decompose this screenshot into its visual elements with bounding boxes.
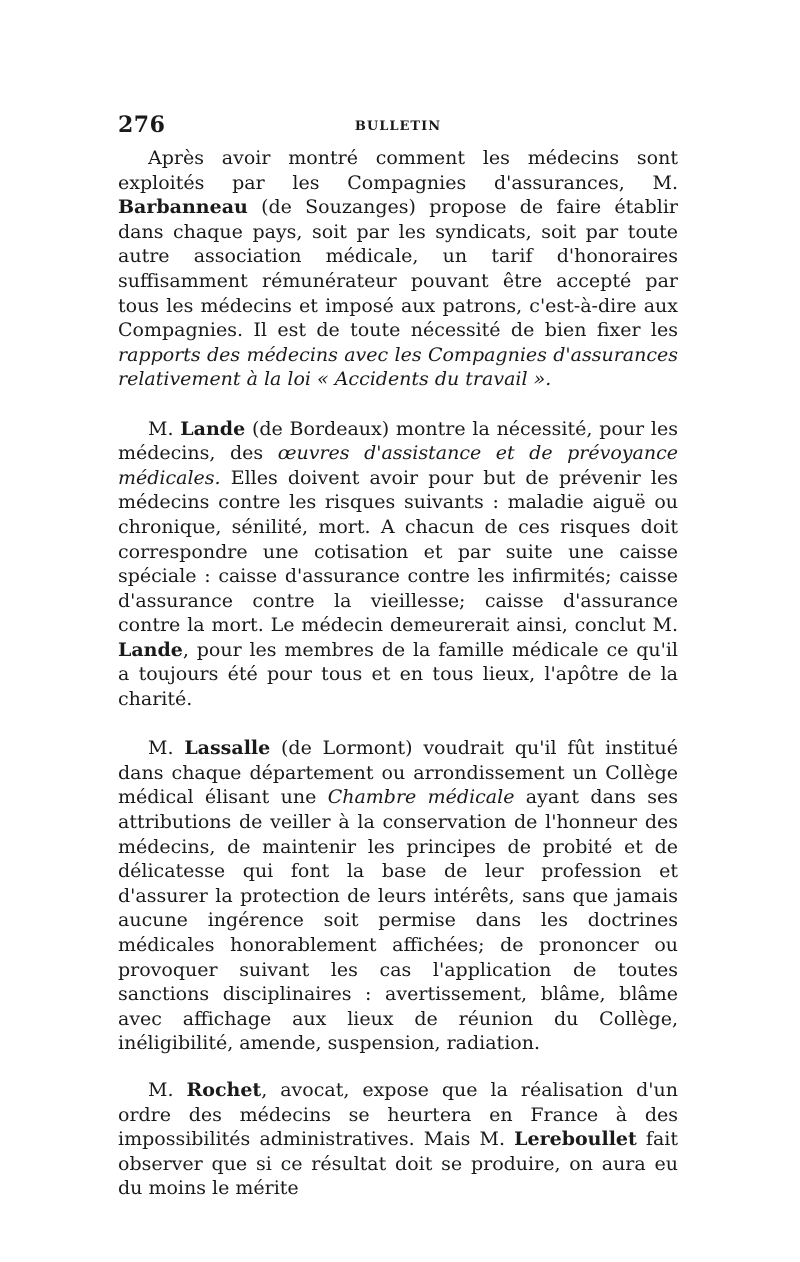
emphasis-text: rapports des médecins avec les Compagnies d'assurances relativement à la loi « Accidents du travail ». [118, 343, 678, 391]
paragraph-text: , avocat, expose que la réalisation d'un ordre des médecins se heurtera en France à des impossibilités administratives. Mais M. [118, 1078, 678, 1151]
emphasis-text: œuvres d'assistance et de prévoyance médicales. [118, 442, 678, 489]
paragraph-text: (de Lormont) voudrait qu'il fût institué dans chaque département ou arrondissement un Collège médical élisant une [118, 737, 679, 809]
speaker-name: Barbanneau [118, 196, 248, 219]
paragraph-text: (de Souzanges) propose de faire établir dans chaque pays, soit par les syndicats, soit par toute autre association médicale, un tarif d'honoraires suffisamment rémunérateur pouvant être accepté par tous les médecins et imposé aux patrons, c'est-à-dire aux Compagnies. Il est de toute nécessité de bien fixer les [118, 196, 678, 342]
paragraph-lassalle [118, 736, 678, 1056]
paragraph-text: M. [148, 1078, 187, 1101]
speaker-name: Lassalle [184, 737, 271, 760]
speaker-name: Lereboullet [514, 1128, 637, 1151]
paragraph-text: Elles doivent avoir pour but de prévenir les médecins contre les risques suivants : maladie aiguë ou chronique, sénilité, mort. A chacun de ces risques doit correspondre une cotisation et par suite une caisse spéciale : caisse d'assurance contre les infirmités; caisse d'assurance contre la vieillesse; caisse d'assurance contre la mort. Le médecin demeurerait ainsi, conclut M. [118, 466, 678, 637]
paragraph-text: (de Bordeaux) montre la nécessité, pour les médecins, des [118, 417, 678, 465]
paragraph-text: ayant dans ses attributions de veiller à la conservation de l'honneur des médecins, de maintenir les principes de probité et de délicatesse qui font la base de leur profession et d'assurer la protection de leurs intérêts, sans que jamais aucune ingérence soit permise dans les doctrines médicales honorablement affichées; de prononcer ou provoquer suivant les cas l'application de toutes sanctions disciplinaires : avertissement, blâme, blâme avec affichage aux lieux de réunion du Collège, inéligibilité, amende, suspension, radiation. [118, 786, 679, 1055]
paragraph-text: , pour les membres de la famille médicale ce qu'il a toujours été pour tous et en tous lieux, l'apôtre de la charité. [118, 638, 678, 711]
book-page [118, 112, 678, 1201]
speaker-name: Lande [118, 638, 183, 661]
paragraph-lande [118, 417, 678, 712]
paragraph-text: Après avoir montré comment les médecins sont exploités par les Compagnies d'assurances, M. [118, 147, 678, 194]
paragraph-text: fait observer que si ce résultat doit se produire, on aura eu du moins le mérite [118, 1128, 678, 1200]
page-header [118, 112, 678, 142]
running-title: BULLETIN [354, 119, 442, 134]
paragraph-text: M. [148, 737, 185, 760]
paragraph-rochet [118, 1078, 678, 1201]
paragraph-text: M. [148, 417, 181, 440]
emphasis-text: Chambre médicale [327, 786, 515, 809]
paragraph-barbanneau [118, 146, 678, 392]
speaker-name: Rochet [186, 1078, 262, 1101]
speaker-name: Lande [180, 417, 246, 440]
page-number: 276 [118, 112, 166, 138]
